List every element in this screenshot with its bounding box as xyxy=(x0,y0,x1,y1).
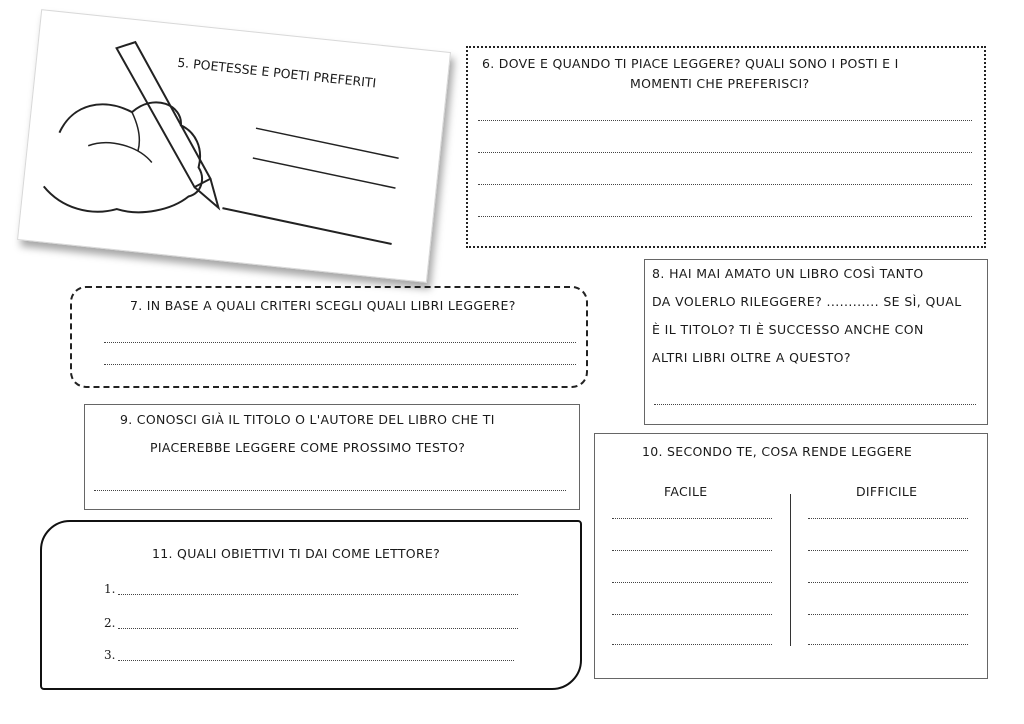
question-8-line-1: 8. HAI MAI AMATO UN LIBRO COSÌ TANTO xyxy=(652,266,924,281)
question-10-title: 10. SECONDO TE, COSA RENDE LEGGERE xyxy=(642,444,913,459)
question-6-title-cont: MOMENTI CHE PREFERISCI? xyxy=(630,76,810,91)
question-7-title: 7. IN BASE A QUALI CRITERI SCEGLI QUALI LIBRI LEGGERE? xyxy=(130,298,516,313)
question-8-line-4: ALTRI LIBRI OLTRE A QUESTO? xyxy=(652,350,851,365)
difficult-answer-line[interactable] xyxy=(808,550,968,551)
difficult-answer-line[interactable] xyxy=(808,518,968,519)
question-11-title: 11. QUALI OBIETTIVI TI DAI COME LETTORE? xyxy=(152,546,441,561)
column-divider xyxy=(790,494,791,646)
question-9-title-cont: PIACEREBBE LEGGERE COME PROSSIMO TESTO? xyxy=(150,440,466,455)
answer-line[interactable] xyxy=(654,404,976,405)
column-header-easy: FACILE xyxy=(664,484,708,499)
difficult-answer-line[interactable] xyxy=(808,614,968,615)
card5-line-1 xyxy=(254,128,400,158)
easy-answer-line[interactable] xyxy=(612,550,772,551)
question-8-line-3: È IL TITOLO? TI È SUCCESSO ANCHE CON xyxy=(652,322,924,337)
answer-line[interactable] xyxy=(478,152,972,153)
card5-title: 5. POETESSE E POETI PREFERITI xyxy=(176,54,377,91)
goal-answer-line[interactable] xyxy=(118,628,518,629)
favorite-poets-card xyxy=(17,9,451,283)
goal-number-2: 2. xyxy=(104,616,116,630)
easy-answer-line[interactable] xyxy=(612,582,772,583)
answer-line[interactable] xyxy=(478,120,972,121)
question-9-title: 9. CONOSCI GIÀ IL TITOLO O L'AUTORE DEL LIBRO CHE TI xyxy=(120,412,495,427)
column-header-difficult: DIFFICILE xyxy=(856,484,918,499)
goal-answer-line[interactable] xyxy=(118,594,518,595)
question-10-box xyxy=(594,433,988,679)
question-8-box xyxy=(644,259,988,425)
answer-line[interactable] xyxy=(104,342,576,343)
card5-line-2 xyxy=(251,158,397,188)
easy-answer-line[interactable] xyxy=(612,518,772,519)
answer-line[interactable] xyxy=(94,490,566,491)
answer-line[interactable] xyxy=(478,184,972,185)
card5-line-3 xyxy=(221,208,394,244)
difficult-answer-line[interactable] xyxy=(808,582,968,583)
answer-line[interactable] xyxy=(478,216,972,217)
writing-hand-illustration xyxy=(18,10,452,284)
easy-answer-line[interactable] xyxy=(612,614,772,615)
question-6-title: 6. DOVE E QUANDO TI PIACE LEGGERE? QUALI SONO I POSTI E I xyxy=(482,56,899,71)
question-8-line-2: DA VOLERLO RILEGGERE? ............ SE SÌ, QUAL xyxy=(652,294,962,309)
goal-answer-line[interactable] xyxy=(118,660,514,661)
difficult-answer-line[interactable] xyxy=(808,644,968,645)
answer-line[interactable] xyxy=(104,364,576,365)
goal-number-1: 1. xyxy=(104,582,116,596)
easy-answer-line[interactable] xyxy=(612,644,772,645)
goal-number-3: 3. xyxy=(104,648,116,662)
